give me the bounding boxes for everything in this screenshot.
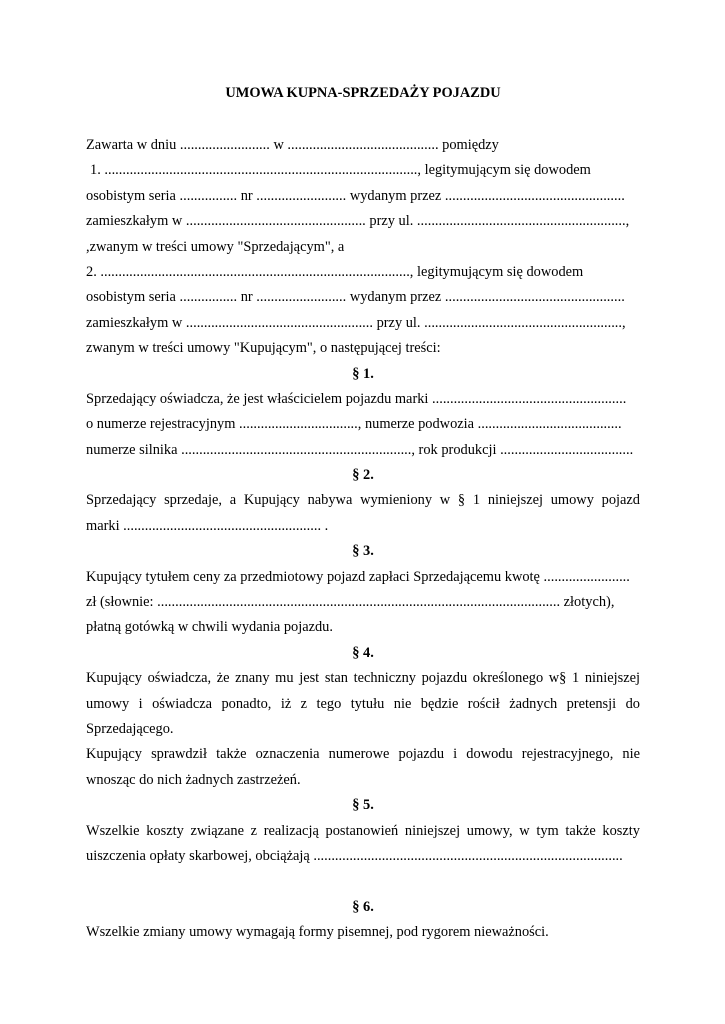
intro-line: Zawarta w dniu ......................... w .......................................... pomiędzy (86, 137, 499, 153)
party-2-line-1: 2. ......................................................................................, legitymującym się dowodem (86, 263, 584, 280)
party-2-line-2: osobistym seria ................ nr ......................... wydanym przez .................................................. (86, 289, 625, 306)
section-1-heading: § 1. (352, 365, 374, 382)
section-2-heading: § 2. (352, 467, 374, 484)
section-5-line-2: uiszczenia opłaty skarbowej, obciążają ...................................................................................... (86, 847, 623, 864)
section-1-line-2: o numerze rejestracyjnym ................................., numerze podwozia ........................................ (86, 416, 622, 433)
section-4-heading: § 4. (352, 644, 374, 661)
section-6-line-1: Wszelkie zmiany umowy wymagają formy pisemnej, pod rygorem nieważności. (86, 924, 549, 941)
section-4-line-2: umowy i oświadcza ponadto, iż z tego tytułu nie będzie rościł żadnych pretensji do (86, 695, 640, 712)
section-1-line-3: numerze silnika ................................................................, rok produkcji ..................................... (86, 441, 634, 458)
section-3-line-3: płatną gotówką w chwili wydania pojazdu. (86, 619, 333, 636)
section-2-line-1: Sprzedający sprzedaje, a Kupujący nabywa wymieniony w § 1 niniejszej umowy pojazd (86, 492, 640, 509)
section-3-line-1: Kupujący tytułem ceny za przedmiotowy pojazd zapłaci Sprzedającemu kwotę ........................ (86, 568, 630, 585)
party-1-line-1: 1. ......................................................................................., legitymującym się dowodem (90, 162, 591, 179)
party-1-line-4: ,zwanym w treści umowy "Sprzedającym", a (86, 238, 345, 255)
section-6-heading: § 6. (352, 898, 374, 915)
spacer (86, 869, 640, 894)
section-5-heading: § 5. (352, 797, 374, 814)
section-5-line-1: Wszelkie koszty związane z realizacją postanowień niniejszej umowy, w tym także koszty (86, 822, 640, 839)
section-4-line-4: Kupujący sprawdził także oznaczenia numerowe pojazdu i dowodu rejestracyjnego, nie (86, 746, 640, 763)
party-1-line-3: zamieszkałym w .................................................. przy ul. .........................................................., (86, 213, 630, 230)
party-2-line-3: zamieszkałym w .................................................... przy ul. ......................................................., (86, 314, 626, 331)
party-2-line-4: zwanym w treści umowy "Kupującym", o następującej treści: (86, 340, 441, 357)
section-1-line-1: Sprzedający oświadcza, że jest właścicielem pojazdu marki ...................................................... (86, 390, 627, 407)
section-4-line-1: Kupujący oświadcza, że znany mu jest stan techniczny pojazdu określonego w§ 1 niniejszej (86, 670, 640, 687)
document-title: UMOWA KUPNA-SPRZEDAŻY POJAZDU (225, 85, 501, 101)
section-3-line-2: zł (słownie: ................................................................................................................ złotych), (86, 594, 615, 611)
section-2-line-2: marki ....................................................... . (86, 517, 329, 534)
section-4-line-5: wnosząc do nich żadnych zastrzeżeń. (86, 771, 301, 788)
party-1-line-2: osobistym seria ................ nr ......................... wydanym przez .................................................. (86, 187, 625, 204)
document-body (86, 133, 640, 946)
section-3-heading: § 3. (352, 543, 374, 560)
section-4-line-3: Sprzedającego. (86, 720, 174, 737)
